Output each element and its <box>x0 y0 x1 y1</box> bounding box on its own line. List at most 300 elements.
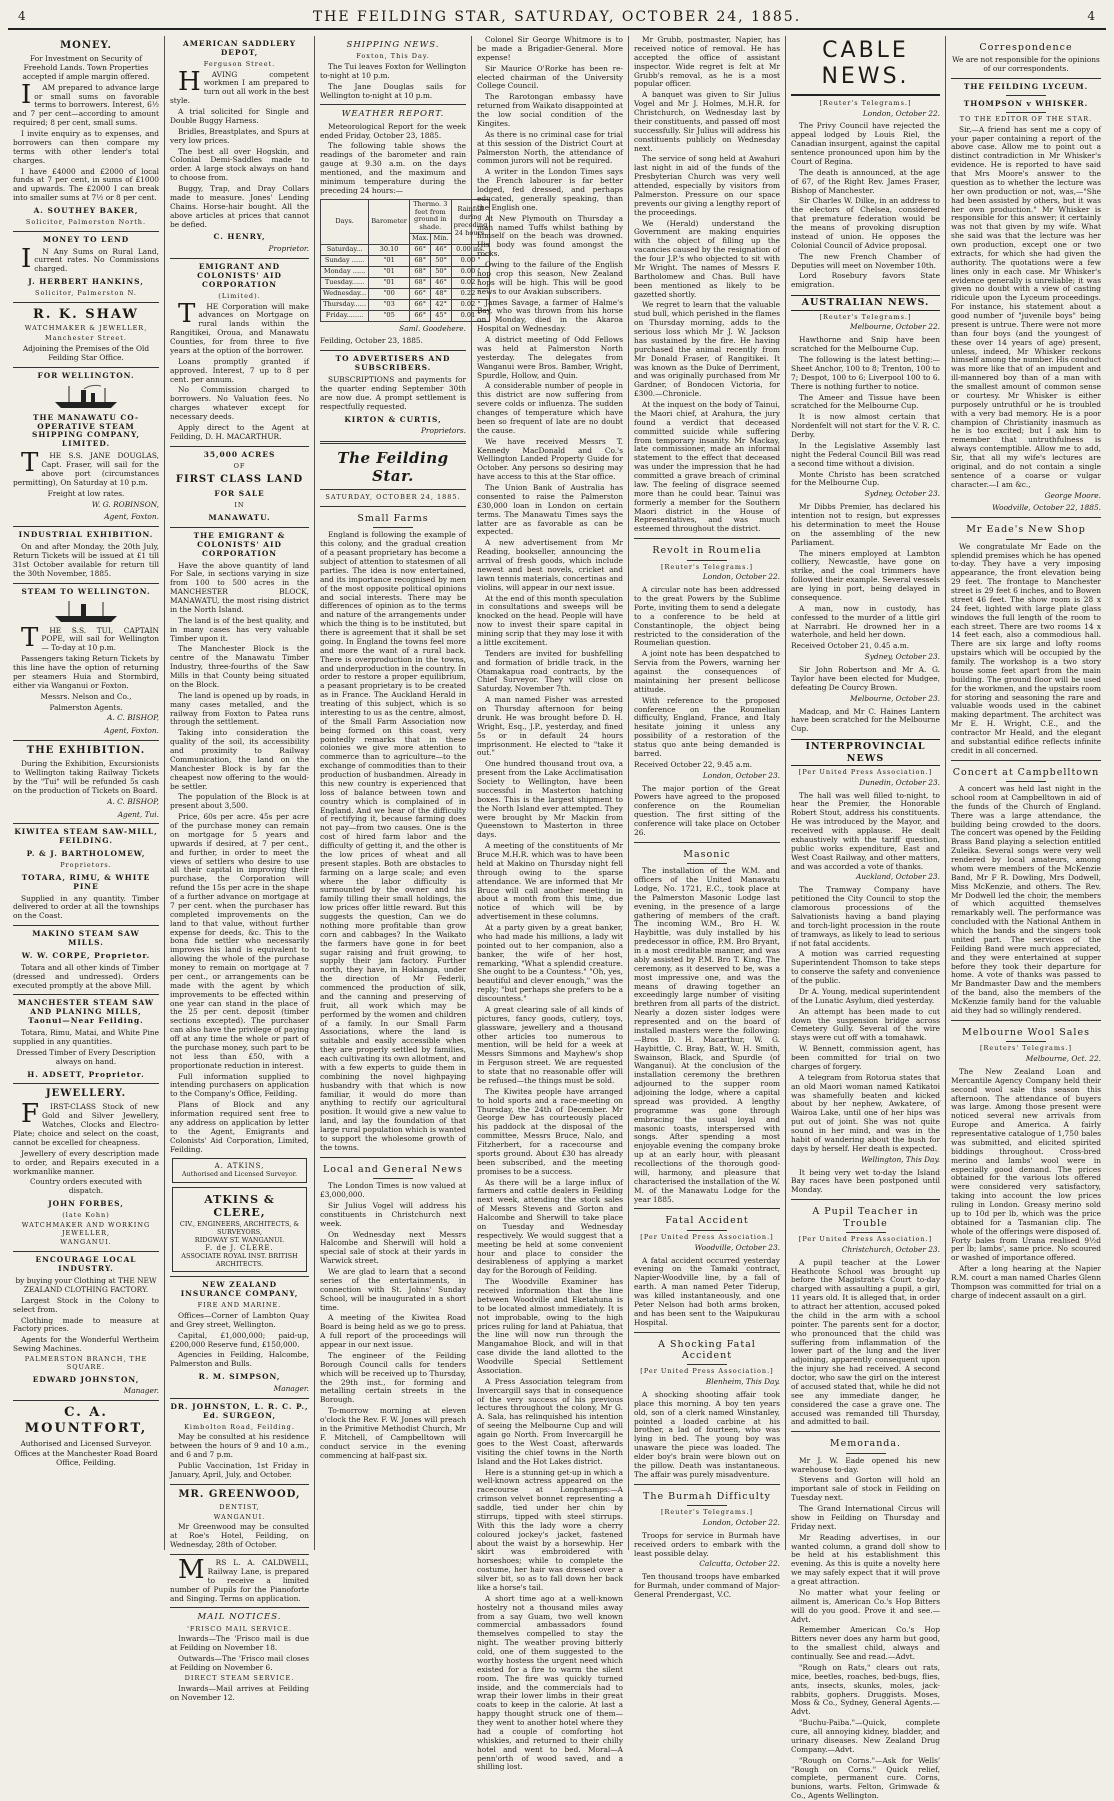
ad-line: A. ATKINS, <box>214 1162 265 1171</box>
column-7 <box>946 36 1106 1550</box>
steam-heading: STEAM TO WELLINGTON. <box>21 586 151 596</box>
advertiser-title: WANGANUI. <box>60 1238 112 1247</box>
mail-heading: MAIL NOTICES. <box>197 1612 282 1623</box>
dateline: Woodville, October 23. <box>694 1242 780 1252</box>
table-header: Days. <box>321 199 369 245</box>
news-item: On Wednesday next Messrs Halcombe and Sherwill will hold a special sale of stock at their yards in Warwick street. <box>320 1229 466 1266</box>
table-row: Monday ...... "01 68° 50° 0.00 " <box>321 267 490 278</box>
advertiser-name: W. W. CORPE, Proprietor. <box>21 950 151 960</box>
saddlery-heading: AMERICAN SADDLERY DEPOT, <box>182 39 296 57</box>
encourage-text: Clothing made to measure at Factory prices. <box>13 1315 159 1334</box>
dateline: Melbourne, October 23. <box>850 693 940 703</box>
dateline: Sydney, October 23. <box>864 489 940 499</box>
manawatu-heading: THE MANAWATU CO-OPERATIVE STEAM SHIPPING COMPANY, LIMITED. <box>32 412 140 449</box>
branch-address: PALMERSTON BRANCH, THE SQUARE. <box>24 1355 148 1371</box>
news-item: The installation of the W.M. and officers of the United Manawatu Lodge, No. 1721, E.C., took place at the Palmerston Masonic Lodge last evening, in the presence of a large gathering of members of the craft. The incoming W.M., Bro H. W. Haybittle, was duly installed by his predecessor in office, P.M. Bro Bryant, in a most creditable manner, and was ably assisted by P.M. Bro T. King. The ceremony, as it deserved to be, was a most impressive one, and was the means of drawing together an exceedingly large number of visiting brethren from all parts of the district. Nearly a dozen sister lodges were represented and on the board of installed masters were the following:—Bros D. H. Macarthur, W. G. Haybittle, C. Bray, Batt, W. H. Smith, Swainson, Black, and Spurdle (of Wanganui). At the conclusion of the installation ceremony the brethren adjourned to the supper room adjoining the lodge, where a capital spread was provided. A lengthy programme was gone through embracing the usual loyal and masonic toasts, interspersed with songs. After spending a most enjoyable evening the company broke up at an early hour, with pleasant recollections of the thorough good-will, harmony, and pleasure that characterised the installation of the W. M. of the Manawatu Lodge for the year 1885. <box>634 866 780 1204</box>
dateline: Calcutta, October 22. <box>699 1559 780 1569</box>
column-2 <box>165 36 315 1702</box>
news-item: A new advertisement from Mr Reading, bookseller, announcing the arrival of fresh goods, which include newest and best novels, cricket and lawn tennis materials, concertinas and violins, will appear in our next issue. <box>477 538 623 592</box>
advertiser-name: J. HERBERT HANKINS, <box>28 277 144 287</box>
news-item: No matter what your feeling or ailment is, American Co.'s Hop Bitters will do you good. Prove it and see.—Advt. <box>791 1587 940 1624</box>
agent-name: W. G. ROBINSON, <box>91 499 159 509</box>
news-item: It being very wet to-day the Island Bay races have been postponed until Monday. <box>791 1167 940 1195</box>
news-item: We congratulate Mr Eade on the splendid premises which he has opened to-day. They have a very imposing appearance, the front elevation being 29 feet. The frontage to Manchester street is 29 feet 6 inches, and to Bowen street 46 feet. The show room is 28 x 24 feet, lighted with large plate glass windows the full length of the room to each street. There are two rooms 14 x 14 feet each, also a commodious hall. There are six large and lofty rooms upstairs which will be occupied by the family. The workshop is a two story house some feet apart from the main building. The ground floor will be used for the workmen, and the upstairs room for storing and seasoning the rare and valuable woods used in the cabinet making department. The architect was Mr E. H. Wright, C.E., and the contractor Mr Heald, and the elegant and substantial edifice reflects infinite credit in all concerned. <box>951 541 1101 755</box>
advertiser-name: C. HENRY, <box>213 232 266 242</box>
divider <box>320 489 466 490</box>
news-item: A writer in the London Times says the French labourer is far better lodged, fed dressed, and perhaps educated, generally speaking, than the English one. <box>477 167 623 212</box>
lyceum-subheading: THOMPSON v WHISKER. <box>963 99 1089 109</box>
source-tag: [Reuter's Telegrams.] <box>660 1508 754 1517</box>
divider <box>170 1484 309 1485</box>
news-item: A circular note has been addressed to the great Powers by the Sublime Porte, inviting them to send a delegate to a conference to be held at Constantinople, the object being restricted to the consideration of the Roumelian question. <box>634 585 780 648</box>
emigrant-text: Apply direct to the Agent at Feilding, D. H. MACARTHUR. <box>170 422 309 441</box>
news-item: A motion was carried requesting Superintendent Thomson to take steps to conserve the safety and convenience of the public. <box>791 949 940 986</box>
divider <box>951 78 1101 79</box>
divider <box>320 441 466 444</box>
saddlery-text: H AVING competent workmen I am prepared to turn out all work in the best style. <box>170 66 310 106</box>
shaw-text: Adjoining the Premises of the Old Feilding Star Office. <box>22 344 150 362</box>
news-item: The following is the latest betting:—Sheet Anchor, 100 to 8; Trenton, 100 to 7; Despot, 100 to 6; Liverpool 100 to 6. There is nothing further to notice. <box>791 355 940 391</box>
news-item: The Privy Council have rejected the appeal lodged by Louis Riel, the Canadian insurgent, against the capital sentence pronounced upon him by the Court of Regina. <box>791 121 940 166</box>
news-item: The miners employed at Lambton colliery, Newcastle, have gone on strike, and the coal trimmers have followed their example. Several vessels are lying in port, being delayed in consequence. <box>791 548 940 602</box>
editorial-heading: Small Farms <box>357 513 429 525</box>
news-item: A short time ago at a well-known hostelry not a thousand miles away from a say Guam, two well known commercial ambassadors found themselves compelled to stay the night. The weather proving bitterly cold, one of them suggested to the worthy hostess the urgent need which existed for a fire to warm the silent room. The fire was quickly turned inside, and the commercials had to wrap their lower limbs in their great coats to keep in the calorie. At last a happy thought struck one of them—they went to another hotel where they had a couple of comforting hot whiskies, and returned to their chilly hotel and went to bed. Moral—A penn'orth of wood saved, and a shilling lost. <box>477 1593 623 1772</box>
dateline: Melbourne, October 22. <box>850 322 940 332</box>
news-item: Mr J. W. Eade opened his new warehouse to-day. <box>791 1455 940 1474</box>
shipping-text: The Tui leaves Foxton for Wellington to-night at 10 p.m. <box>320 61 466 80</box>
dateline: London, October 23. <box>702 770 780 780</box>
agent-title: Palmerston Agents. <box>49 702 123 712</box>
news-item: At the end of this month speculation in consultations and sweeps will be knocked on the head. People will have now to invest their spare capital in mining scrip that they may lose it with a little excitement. <box>477 593 623 647</box>
news-item: In the Legislative Assembly last night the Federal Council Bill was read a second time without a division. <box>791 440 940 468</box>
roumelia-heading: Revolt in Roumelia <box>652 545 762 557</box>
advertiser-name: R. M. SIMPSON, <box>198 1372 281 1382</box>
page-number-left: 4 <box>18 9 27 23</box>
divider <box>951 1020 1101 1021</box>
column-3 <box>315 36 488 1550</box>
saddlery-text: The best all over Hogskin, and Colonial Demi-Saddles made to order. A large stock always on hand to choose from. <box>170 146 309 183</box>
news-item: Madcap, and Mr C. Haines Lantern have been scratched for the Melbourne Cup. <box>791 706 940 734</box>
divider <box>634 1332 780 1333</box>
correspondence-heading: Correspondence <box>979 42 1073 53</box>
interprovincial-heading: INTERPROVINCIAL NEWS <box>791 739 940 766</box>
news-item: We regret to learn that the valuable stud bull, which perished in the flames on Thursday morning, adds to the serious loss which Mr J. W. Jackson has sustained by the fire. He having purchased the animal recently from Mr Donald Fraser, of Rangitikei. It was known as the Duke of Derriment, and was originally purchased from Mr Gardner, of Bondocen Victoria, for £300.—Chronicle. <box>634 300 780 399</box>
divider <box>687 863 727 864</box>
divider <box>13 994 159 995</box>
masonic-heading: Masonic <box>683 848 731 860</box>
exhibition-text: During the Exhibition, Excursionists to Wellington taking Railway Tickets by the "Tui" will be refunded 5s cash on the production of Tickets on Board. <box>13 759 159 795</box>
doctor-heading: DR. JOHNSTON, L. R. C. P., Ed. SURGEON, <box>170 1401 309 1420</box>
insurance-text: Offices—Corner of Lambton Quay and Grey street, Wellington. <box>170 1310 309 1329</box>
news-item: A fatal accident occurred yesterday evening on the Tamaki contract, Napier-Woodville line, by a fall of earth. A man named Peter Tiderup, was killed instantaneously, and one Peter Nelson had both arms broken, and has been sent to the Waipukurau Hospital. <box>634 1255 780 1327</box>
emigrant-text: Full information supplied to intending purchasers on application to the Company's Office, Feilding. <box>170 1071 309 1099</box>
signature: George Moore. <box>1044 490 1101 500</box>
advertiser-title: Proprietor. <box>268 244 309 254</box>
manchester-heading: MANCHESTER STEAM SAW AND PLANING MILLS, Taonui—Near Feilding. <box>17 998 155 1026</box>
news-item: The engineer of the Feilding Borough Council calls for tenders which will be received up to Thursday, the 29th inst., for forming and metalling certain streets in the Borough. <box>320 1350 466 1405</box>
jewellery-heading: JEWELLERY. <box>45 1088 127 1100</box>
saddlery-text: Buggy, Trap, and Dray Collars made to measure. Jones' Lending Chains. Horse-hair bought. All the above articles at prices that cannot be defied. <box>170 184 309 229</box>
news-item: Sir John Robertson and Mr A. G. Taylor have been elected for Mudgee, defeating De Courcy Brown. <box>791 665 940 692</box>
divider <box>373 527 413 528</box>
news-item: Colonel Sir George Whitmore is to be made a Brigadier-General. More expense! <box>477 35 623 62</box>
mountfort-text: Offices at the Manchester Road Board Office, Feilding. <box>14 1449 158 1468</box>
divider <box>687 1364 727 1365</box>
shipping-heading: SHIPPING NEWS. <box>346 40 440 50</box>
divider <box>791 1431 940 1432</box>
agent-title: Agent, Foxton. <box>104 512 159 522</box>
table-row: Saturday... 30.10 66° 46° 0.00 ins. <box>321 245 490 256</box>
news-item: Mr Grubb, postmaster, Napier, has received notice of removal. He has accepted the office of assistant inspector. Wide regret is felt at Mr Grubb's removal, as he is a most popular officer. <box>634 35 780 89</box>
news-item: Troops for service in Burmah have received orders to embark with the least possible delay. <box>634 1530 780 1558</box>
money-text: I AM prepared to advance large or small sums on favorable terms to borrowers. Interest, 6½ and 7 per cent—according to amount required; 8 per cent, small sums. <box>13 79 159 128</box>
fatal-accident-heading: Fatal Accident <box>665 1215 749 1227</box>
jewellery-text: Jewellery of every description made to order, and Repairs executed in a workmanlike manner. <box>13 1148 159 1176</box>
divider <box>634 1208 780 1209</box>
divider <box>13 526 159 527</box>
news-item: Mr Dibbs Premier, has declared his intention not to resign, but expresses his determination to meet the House on the assembling of the new Parliament. <box>791 502 940 547</box>
dateline: Feilding, October 23, 1885. <box>320 336 423 346</box>
manchester-text: Dressed Timber of Every Description always on hand. <box>16 1047 156 1066</box>
makino-text: Totara and all other kinds of Timber (dressed and undressed). Orders executed promptly at the above Mill. <box>13 962 159 990</box>
weather-text: Meteorological Report for the week ended Friday, October 23, 1885. <box>320 121 466 140</box>
makino-heading: MAKINO STEAM SAW MILLS. <box>32 929 140 948</box>
emigrant-text: Plans of Block and any information required sent free to any address on application by letter to the Agent, Emigrants and Colonists' Aid Corporation, Limited, Feilding. <box>170 1100 309 1154</box>
acres-heading: MANAWATU. <box>208 513 271 523</box>
ad-line: Authorised and Licensed Surveyor. <box>181 1169 298 1178</box>
emigrant-text: The Manchester Block is the centre of the Manawatu Timber Industry, three-fourths of the Saw Mills in that County being situated on the Block. <box>170 644 309 689</box>
news-item: A considerable number of people in this district are now suffering from severe colds or influenza. The sudden changes of temperature which have been so frequent of late are no doubt the cause. <box>477 381 623 435</box>
exhibition-text: On and after Monday, the 20th July, Return Tickets will be issued at £1 till 31st October available for return till the 30th November, 1885. <box>13 542 159 578</box>
news-item: At New Plymouth on Thursday a man named Tuffs whilst bathing by himself on the beach was drowned. His body was found amongst the rocks. <box>477 213 623 259</box>
source-tag: [Reuter's Telegrams.] <box>660 562 754 571</box>
steamship-icon <box>51 600 121 624</box>
news-item: The Kiwitea people have arranged to hold sports and a race-meeting on Thursday, the 24th of December. Mr George Dew has courteously placed his paddock at the disposal of the committee, Messrs Bruce, Nalo, and Fitzherbert, for a racecourse and sports ground. About £30 has already been subscribed, and the meeting promises to be a success. <box>477 1086 623 1176</box>
source-tag: [Reuters' Telegrams.] <box>979 1044 1073 1053</box>
news-item: The Tramway Company have petitioned the City Council to stop the clamorous processions of the Salvationists having a band playing and torch-light procession in the route of tramways, as likely to lead to serious if not fatal accidents. <box>791 885 940 948</box>
advertiser-name: EDWARD JOHNSTON, <box>32 1374 140 1384</box>
doctor-address: Kimbolton Road, Feilding. <box>184 1422 295 1431</box>
memoranda-heading: Memoranda. <box>829 1438 902 1450</box>
divider <box>687 560 727 561</box>
news-item: We are glad to learn that a second series of the entertainments, in connection with St. Johns' Sunday School, will be inaugurated in a short time. <box>320 1267 466 1312</box>
news-item: The major portion of the Great Powers have agreed to the proposed conference on the Roumelian question. The first sitting of the conference will take place on October 26. <box>634 783 780 837</box>
news-item: A district meeting of Odd Fellows was held at Palmerston North yesterday. The delegates from Wanganui were Bros. Bamber, Wright, Spurdle, Hollow, and Quin. <box>477 335 623 380</box>
weather-heading: WEATHER REPORT. <box>341 109 445 120</box>
news-item: A meeting of the constituents of Mr Bruce M.H.R. which was to have been held at Makino on Thursday night fell through owing to the sparse attendance. We are informed that Mr Bruce will call another meeting in about a month from this time, due notice of which will be by advertisement in these columns. <box>477 841 623 922</box>
divider <box>320 104 466 105</box>
acres-text: OF <box>233 461 246 470</box>
surveyor-ad <box>172 1158 307 1182</box>
ad-line: CIV., ENGINEERS, ARCHITECTS, & SURVEYORS, <box>179 1220 300 1236</box>
source-tag: [Per United Press Association.] <box>640 1232 774 1241</box>
agent-name: Messrs. Nelson and Co., <box>40 691 132 701</box>
ad-line: RIDGWAY ST. WANGANUI. <box>194 1235 285 1244</box>
dateline: London, October 22. <box>702 1517 780 1527</box>
news-item: Received October 22, 9.45 a.m. <box>634 759 753 769</box>
news-item: With reference to the proposed conference on the Roumelian difficulty, England, France, and Italy hesitate joining it unless any possibility of a restoration of the status quo ante being demanded is barred. <box>634 695 780 758</box>
advertiser-title: Proprietors. <box>420 426 466 436</box>
divider <box>13 823 159 824</box>
news-item: A banquet was given to Sir Julius Vogel and Mr J. Holmes, M.H.R. for Christchurch, on Wednesday last by their constituents, and passed off most successfully. Sir Julius will address his constituents publicly on Wednesday next. <box>634 90 780 153</box>
table-header: Barometer <box>369 199 410 245</box>
agent-title: Agent, Foxton. <box>104 726 159 736</box>
divider <box>170 527 309 528</box>
column-6 <box>786 36 946 1801</box>
masthead <box>8 4 1106 30</box>
encourage-text: Largest Stock in the Colony to select from. <box>13 1295 159 1314</box>
weather-text: The following table shows the readings of the barometer and rain gauge at 9.30 a.m. on the days mentioned, and the maximum and minimum temperature during the preceding 24 hours:— <box>320 141 466 195</box>
news-item: To-morrow morning at eleven o'clock the Rev. F. W. Jones will preach in the Primitive Methodist Church, Mr F. Mitchell, of Campbelltown will conduct service in the evening commencing at half-past six. <box>320 1406 466 1460</box>
advertiser-title: Manager. <box>123 1386 159 1396</box>
dentist-text: Mr Greenwood may be consulted at Roe's Hotel, Feilding, on Wednesday, 28th of October. <box>170 1522 309 1550</box>
emigrant-text: No Commission charged to borrowers. No Valuation fees. No charges whatever except for necessary deeds. <box>170 385 309 422</box>
cable-news-title: CABLE NEWS. <box>791 38 940 96</box>
insurance-text: Agencies in Feilding, Halcombe, Palmerston and Bulls. <box>170 1350 309 1369</box>
dateline: Christchurch, October 23. <box>841 1244 940 1254</box>
table-row: Thursday...... "03 66° 42° 0.02 " <box>321 299 490 310</box>
news-item: It is now almost certain that Nordenfelt will not start for the V. R. C. Derby. <box>791 412 940 440</box>
divider <box>13 740 159 741</box>
table-row: Sunday ...... "01 68° 50° 0.00 " <box>321 256 490 267</box>
mail-text: Inwards—Mail arrives at Feilding on November 12. <box>170 1683 309 1702</box>
lend-heading: MONEY TO LEND <box>42 234 130 244</box>
source-tag: [Reuter's Telegrams.] <box>819 312 912 321</box>
news-item: Dr A. Young, medical superintendent of the Lunatic Asylum, died yesterday. <box>791 986 940 1005</box>
divider <box>634 1484 780 1485</box>
divider <box>13 1251 159 1252</box>
agent-name: A. C. BISHOP, <box>107 796 159 806</box>
dentist-subtitle: DENTIST, <box>219 1502 260 1511</box>
news-item: An attempt has been made to cut down the suspension bridge across Cemetery Gully. Several of the wire stays were cut off with a tomahawk. <box>791 1006 940 1043</box>
weather-table <box>320 199 490 322</box>
news-item: Ten thousand troops have embarked for Burmah, under command of Major-General Prendergast, V.C. <box>634 1572 780 1600</box>
advertiser-title: Solicitor, Palmerston N. <box>35 289 137 298</box>
encourage-heading: ENCOURAGE LOCAL INDUSTRY. <box>35 1255 137 1274</box>
advertiser-title: (late Kohn) <box>62 1211 110 1220</box>
encourage-text: Agents for the Wonderful Wertheim Sewing Machines. <box>13 1335 159 1354</box>
divider <box>170 1398 309 1399</box>
freight-text: Freight at low rates. <box>47 488 125 498</box>
wool-sales-heading: Melbourne Wool Sales <box>962 1026 1090 1038</box>
emigrant-heading: EMIGRANT AND COLONISTS' AID CORPORATION <box>197 262 282 289</box>
totara-heading: TOTARA, RIMU, & WHITE PINE <box>21 872 151 891</box>
table-row: Wednesday... "00 66° 48° 0.22 " <box>321 288 490 299</box>
emigrant-text: The land is of the best quality, and in many cases has very valuable Timber upon it. <box>170 615 309 643</box>
ad-line: ASSOCIATE ROYAL INST. BRITISH ARCHITECTS. <box>181 1251 298 1268</box>
signature: Saml. Goodehere. <box>399 323 466 333</box>
drop-cap: I <box>21 79 32 110</box>
news-item: The service of song held at Awahuri last night in aid of the funds of the Presbyterian Church was very well attended, especially by visitors from Palmerston. Pressure on our space prevents our giving a lengthy report of the proceedings. <box>634 154 780 217</box>
news-item: The Grand International Circus will show in Feilding on Thursday and Friday next. <box>791 1504 940 1531</box>
divider <box>13 231 159 232</box>
news-item: A joint note has been despatched to Servia from the Powers, warning her against the consequences of maintaining her present bellicose attitude. <box>634 649 780 694</box>
advertiser-name: A. SOUTHEY BAKER, <box>33 206 139 215</box>
emigrant-text: T HE Corporation will make advances on Mortgage on rural lands within the Rangitikei, Oroua, and Manawatu Counties, for from three to five years at the option of the borrower. <box>170 298 309 355</box>
exhibition-heading: INDUSTRIAL EXHIBITION. <box>18 530 154 540</box>
burmah-heading: The Burmah Difficulty <box>643 1490 771 1502</box>
news-item: Lord Rosebury favors State emigration. <box>791 271 940 290</box>
drop-cap: T <box>21 448 39 479</box>
news-item: Owing to the failure of the English hop crop this season, New Zealand hops will be high. This will be good news to our Avakian subscribers. <box>477 260 623 296</box>
divider <box>13 1400 159 1401</box>
agent-name: A. C. BISHOP, <box>107 713 159 723</box>
agent-title: Agent, Tui. <box>117 809 159 819</box>
shocking-accident-heading: A Shocking Fatal Accident <box>658 1338 756 1361</box>
news-item: The New Zealand Loan and Mercantile Agency Company held their second wool sale this season this afternoon. The attendance of buyers was large. Among those present were noticed several new arrivals from Europe and America. A fairly representative catalogue of 1,750 bales was submitted, and elicited spirited biddings throughout. Cross-bred merino and lambs' wool were in especially good demand. The prices obtained for the various lots offered were considered very satisfactory, taking into account the low prices ruling in London. Greasy merino sold up to 10d per lb, which was the price obtained for a Tasmanian clip. The whole of the offerings were disposed of. Forty bales from Urana realised 9½d per lb; lambs', same price. No scoured or washed of importance offered. <box>951 1066 1101 1263</box>
jane-text: T HE S.S. JANE DOUGLAS, Capt. Fraser, will sail for the above port (circumstances permitting), On Saturday at 10 p.m. <box>13 448 159 487</box>
news-item: At a party given by a great banker, who had made his millions, a lady wit pointed out to her companion, also a banker, the wife of her host, remarking, "What a splendid creature. She ought to be a Countess." "Oh, yes, beautiful and clever enough," was the reply; "but perhaps she prefers to be a discountess." <box>477 923 623 1003</box>
divider <box>170 1276 309 1277</box>
money-text: I invite enquiry as to expenses, and borrowers can then compare my terms with other lender's total charges. <box>13 129 159 165</box>
news-item: W. Bennett, commission agent, has been committed for trial on two charges of forgery. <box>791 1044 940 1071</box>
emigrant-text: Taking into consideration the quality of the soil, its accessibility and proximity to Railway Communication, the land on the Manchester Block is by far the cheapest now offering to the would-be settler. <box>170 728 309 791</box>
shaw-heading: R. K. SHAW <box>33 306 139 322</box>
divider <box>687 1230 727 1231</box>
saddlery-text: Bridles, Breastplates, and Spurs at very low prices. <box>170 126 309 145</box>
table-header: Thermo. 3 feet from ground in shade. <box>409 199 451 234</box>
shipping-dateline: Foxton, This Day. <box>356 52 430 61</box>
news-item: "Buchu-Paiba."—Quick, complete cure, all annoying kidney, bladder, and urinary diseases. New Zealand Drug Company.—Advt. <box>791 1718 940 1754</box>
letter-text: Sir,—A friend has sent me a copy of your paper containing a report of the above case. Allow me to point out a distinct contradiction in Mr Whisker's evidence. He is reported to have said that Mrs Moore's answer to the question as to whether the lecture was her own production or not, was,—"She had been assisted by others, but it was her own production." Mr Whisker is responsible for this answer; it certainly was not that given by my wife. What she said was that the lecture was her own production, except one or two extracts, for which she had given the authority. The quotations were a few lines only in each case. Mr Whisker's evidence generally is unreliable; it was given no doubt with a view of casting ridicule upon the Lyceum proceedings. For instance, his statement about a good number of "juvenile boys" being present is untrue. There were not more than four boys (and the youngest of these over 14 years of age) present, unless, indeed, Mr Whisker reckons himself among the number. His conduct was more like that of an impudent and ill-mannered boy than of a man with the smallest amount of common sense or courtesy. Mr Whisker is either purposely untruthful or he is troubled with a very bad memory. He is a poor champion of Christianity inasmuch as he is too excited; but I ask him to remember that untruthfulness is always contemptible. Allow me to add, Sir, that all my wife's lectures are original, and do not contain a single sentence of a coarse or vulgar character.—I am &c., <box>951 124 1101 489</box>
news-item: The London Times is now valued at £3,000,000. <box>320 1181 466 1199</box>
news-item: After a long hearing at the Napier R.M. court a man named Charles Glenn Thompson was committed for trial on a charge of indecent assault on a girl. <box>951 1264 1101 1300</box>
news-item: The Rarotongan embassy have returned from Waikato disappointed at the low social condition of the Kingites. <box>477 92 623 128</box>
money-intro: For Investment on Security of Freehold Lands. Town Properties accepted if ample margin offered. <box>22 54 150 81</box>
money-heading: MONEY. <box>60 40 112 51</box>
advertiser-title: Solicitor, Palmerston North. <box>25 217 147 226</box>
divider <box>373 1178 413 1179</box>
paper-title: The Feilding Star. <box>337 449 449 486</box>
mail-subtitle: DIRECT STEAM SERVICE. <box>184 1673 295 1682</box>
mountfort-text: Authorised and Licensed Surveyor. <box>20 1438 152 1448</box>
shaw-address: Manchester Street. <box>45 334 127 343</box>
drop-cap: I <box>21 243 32 274</box>
advertiser-title: Proprietors. <box>60 861 112 870</box>
acres-heading: FOR SALE <box>214 489 265 499</box>
advertiser-name: JOHN FORBES, <box>48 1199 124 1209</box>
news-item: One hundred thousand trout ova, a present from the Lake Acclimatisation Society to Wellington, have been successful in Masterton hatching boxes. This is the largest shipment to the North Island ever attempted. They were brought by Mr Mackin from Queenstown to Masterton in three days. <box>477 759 623 840</box>
divider <box>1006 95 1046 96</box>
dateline: Blenheim, This Day. <box>705 1377 780 1387</box>
pupil-teacher-heading: A Pupil Teacher in Trouble <box>812 1206 919 1229</box>
news-item: A concert was held last night in the school room at Campbelltown in aid of the funds of the Church of England. There was a large attendance, the building being crowded to the doors. The concert was opened by the Feilding Brass Band playing a selection entitled Zuleika. Several songs were very well rendered by local amateurs, among whom were members of the McKenzie Band, Mr F R. Dowling, Mrs Dodwell, Miss McKenzie, and others. The Rev. Mr Dodwell led the choir, the members of which acquitted themselves remarkably well. The performance was concluded with the National Anthem in which the bands and the singers took united part. The services of the Feilding Band were much appreciated, and they were entertained at supper before they took their departure for home. A vote of thanks was passed to Mr Bandmaster Daw and the members of the band, also the members of the McKenzie family band for the valuable aid they had so willingly rendered. <box>951 784 1101 1015</box>
news-item: A shocking shooting affair took place this morning. A boy ten years old, son of a clerk named Winstanley, pointed a loaded carbine at his brother, a lad of fourteen, who was lying in bed. The young boy was unaware the piece was loaded. The elder boy's brain were blown out on the pillow. Death was instantaneous. The affair was purely misadventure. <box>634 1389 780 1479</box>
shaw-subtitle: WATCHMAKER & JEWELLER, <box>24 324 148 333</box>
table-row: Friday........ "05 66° 45° 0.01 " <box>321 310 490 321</box>
news-item: Stevens and Gorton will hold an important sale of stock in Feilding on Tuesday next. <box>791 1475 940 1503</box>
news-item: The new French Chamber of Deputies will meet on November 10th. <box>791 251 940 270</box>
insurance-text: Capital, £1,000,000; paid-up, £200,000 Reserve fund, £150,000. <box>170 1330 309 1349</box>
ad-line: ATKINS & CLERE, <box>204 1192 275 1219</box>
dentist-heading: MR. GREENWOOD, <box>178 1488 301 1500</box>
insurance-heading: NEW ZEALAND INSURANCE COMPANY, <box>180 1280 299 1299</box>
news-item: We have received Messrs T. Kennedy MacDonald and Co.'s Wellington Landed Property Guide for October. Any persons so desiring may have access to this at the Star office. <box>477 436 623 482</box>
news-item: A pupil teacher at the Lower Heathcote School was brought up before the Magistrate's Court to-day charged with assaulting a pupil, a girl, 11 years old. It is alleged that, in order to attract her attention, accused poked the child in the arm with a school pointer. The parents sent for a doctor, who pronounced that the child was suffering from inflammation of the lower part of the lung and the liver adjoining, apparently consequent upon the injury she had received. A second doctor, who saw the girl on the interest of accused stated that, while he did not see any immediate danger, he considered the case a grave one. The accused was remanded till Thursday, and admitted to bail. <box>791 1257 940 1427</box>
divider <box>687 1505 727 1506</box>
advertiser-name: H. ADSETT, Proprietor. <box>27 1069 145 1079</box>
australian-news-heading: AUSTRALIAN NEWS. <box>791 295 940 310</box>
lyceum-heading: THE FEILDING LYCEUM. <box>963 82 1089 92</box>
news-item: The death is announced, at the age of 67, of the Right Rev. James Fraser, Bishop of Manchester. <box>791 167 940 195</box>
drop-cap: M <box>178 1555 205 1586</box>
advertiser-title: WATCHMAKER AND WORKING JEWELLER, <box>21 1220 151 1237</box>
news-item: Tenders are invited for bushfelling and formation of bridle track, in the Otamakapua road contracts, by the Chief Surveyor. They will close on Saturday, November 7th. <box>477 648 623 694</box>
source-tag: [Reuter's Telegrams.] <box>819 98 912 107</box>
advertiser-name: P. & J. BARTHOLOMEW, <box>26 849 146 859</box>
acres-text: IN <box>234 501 245 510</box>
advertisers-heading: TO ADVERTISERS AND SUBSCRIBERS. <box>335 354 451 373</box>
emigrant-heading: THE EMIGRANT & COLONISTS' AID CORPORATION <box>193 530 286 558</box>
emigrant-text: The land is opened up by roads, in many cases metalled, and the railway from Foxton to Patea runs through the settlement. <box>170 690 309 727</box>
news-item: A telegram from Rotorua states that an old Maori woman named Katikatoi was shamefully beaten and kicked about by her nephew, Awkatere, of Wairoa Lake, until one of her hips was put out of joint. She was not quite sound in her mind, and was in the habit of wandering about the bush for days by herself. Her death is expected. <box>791 1072 940 1153</box>
emigrant-text: Loans promptly granted if approved. Interest, 7 up to 8 per cent. per annum. <box>170 356 309 384</box>
acres-heading: FIRST CLASS LAND <box>175 474 304 486</box>
news-item: As there will be a large influx of farmers and cattle dealers in Feilding next week, attending the stock sales of Messrs Stevens and Gorton and Halcombe and Sherwill to take place on Tuesday and Wednesday respectively. We would suggest that a meeting be held at some convenient hour and place to consider the desirableness of applying a market day for the Borough of Feilding. <box>477 1177 623 1276</box>
drop-cap: T <box>21 622 39 653</box>
dateline: Auckland, October 23. <box>855 872 940 882</box>
divider <box>13 302 159 303</box>
acres-heading: 35,000 ACRES <box>203 449 276 459</box>
jewellery-text: F IRST-CLASS Stock of new Gold and Silver Jewellery, Watches, Clocks and Electro-Plate; choice and select on the coast, cannot be excelled for cheapness. <box>13 1099 159 1147</box>
news-item: A great clearing sale of all kinds of pictures, fancy goods, cutlery, toys, glassware, jewellery and a thousand other articles too numerous to mention, will be held for a week at Messrs Simmons and Mayhew's shop in Ferguson street. We are requested to state that no reasonable offer will be refused—the things must be sold. <box>477 1004 623 1085</box>
table-row: Tuesday...... "01 68° 46° 0.02 " <box>321 277 490 288</box>
money-text: I have £4000 and £2000 of local funds at 7 per cent, in sums of £1000 and upwards. The £2000 I can break into smaller sums at 7½ or 8 per cent. <box>13 166 159 203</box>
news-item: "Rough on Rats," clears out rats, mice, beetles, roaches, bed-bugs, flies, ants, insects, skunks, moles, jack-rabbits, gophers. Druggists. Moses, Moss & Co., Sydney, General Agents.—Advt. <box>791 1662 940 1717</box>
manchester-text: Totara, Rimu, Matai, and White Pine supplied in any quantities. <box>13 1028 159 1046</box>
drop-cap: H <box>178 66 201 97</box>
saddlery-text: A trial solicited for Single and Double Buggy Harness. <box>170 107 309 125</box>
news-item: Sir Charles W. Dilke, in an address to the electors of Chelsea, considered that premature federation would be the means of provoking disruption instead of union. He opposes the Colonial Council of Advice proposal. <box>791 196 940 250</box>
news-item: The Union Bank of Australia has consented to raise the Palmerston £30,000 loan in London on certain terms. The Manawatu Times says the latter are as favorable as can be expected. <box>477 483 623 537</box>
news-item: A man, now in custody, has confessed to the murder of a little girl at Narrabri. He drowned her in a waterhole, and held her down. <box>791 603 940 640</box>
caldwell-text: M RS L. A. CALDWELL, Railway Lane, is prepared to receive a limited number of Pupils for the Pianoforte and Singing. Terms on application. <box>170 1555 309 1603</box>
drop-cap: T <box>178 298 196 329</box>
dateline: London, October 22. <box>862 108 940 118</box>
source-tag: [Per United Press Association.] <box>798 767 933 776</box>
tui-text: Passengers taking Return Tickets by this line have the option of returning per steamers Huia and Stormbird, either via Wanganui or Foxton. <box>13 654 159 690</box>
mail-subtitle: 'FRISCO MAIL SERVICE. <box>187 1624 292 1633</box>
news-item: Sir Maurice O'Rorke has been re-elected chairman of the University College Council. <box>477 63 623 91</box>
dateline: Woodville, October 22, 1885. <box>992 503 1101 513</box>
ad-line: F. de J. CLERE. <box>205 1244 274 1253</box>
advertisers-text: SUBSCRIPTIONS and payments for the quarter ending September 30th are now due. A prompt settlement is respectfully requested. <box>320 375 466 411</box>
editorial-text: England is following the example of this colony, and the gradual creation of a peasant proprietary has become a subject of attention to statesmen of all parties. The idea is now entertained, and its importance recognised by men of the most opposite political opinions and social interests. There may be differences of opinion as to the terms and nature of the arrangements under which the thing is to be instituted, but there is agreement that it shall be set going. In England the towns feel more and more the want of a rural back. There is overproduction in the towns, and underproduction in the country. In order to restore a proper equilibrium, a peasant proprietary is to be created as in France. The Auckland Herald in treating of this subject, which is so interesting to us as the centre, almost, of the Small Farm Association now being formed on this coast, very pointedly remarks that in these colonies we give more attention to commerce than to agriculture—to the exchange of commodities than to their production of husbandmen. Already in this new country is experienced that loss of balance between town and country which is complained of in England. And we hear of the difficulty of rectifying it, because farming does not pay—from two causes. One is the cost of hired farm labor and the difficulty of getting it, and the other is the low prices of wheat and all present staples. Both are obstacles to farming on a large scale; and even where the labor difficulty is surmounted by the owner and his family tilling their small holdings, the low prices offer little reward. But this suggests the question, Can we do nothing more profitable than grow corn and cabbages? In the Waikato the farmers have gone in for beet sugar raising and fruit growing, to supply their jam factory. Further north, they have, in Hokianga, under the direction of Mr Federli, commenced the production of silk, and the canning and preserving of fruit, all work which may be performed by the women and children of a family. In our Small Farm Associations, where the land is suitable and easily accessible when they are properly settled by families, each cultivating its own allotment, and with a few experts to guide them in combining the novel highpaying husbandry with that which is now familiar, it would do more than anything to rectify our agricultural position. It would give a new value to land, and lay the foundation of that large rural population which is wanted to support the wholesome growth of the towns. <box>320 530 467 1152</box>
local-news-heading: Local and General News <box>322 1163 464 1175</box>
news-item: Mr Reading advertises, in our wanted column, a grand doll show to be held at his establishment this evening. As this is quite a novelty here we may safely expect that it will prove a great attraction. <box>791 1532 940 1587</box>
divider <box>846 1453 886 1454</box>
saddlery-address: Ferguson Street. <box>203 59 276 68</box>
mountfort-heading: C. A. MOUNTFORT, <box>24 1405 148 1436</box>
news-item: The Woodville Examiner has received information that the line between Woodville and Eketahuna is to be located almost immediately. It is not improbable, owing to the high prices ruling for land at Pahiatua, that the line will now run through the Mangamahoe Block, and will in that case divide the land allotted to the Woodville Special Settlement Association. <box>477 1277 623 1375</box>
divider <box>634 842 780 843</box>
doctor-text: Public Vaccination, 1st Friday in January, April, July, and October. <box>170 1461 309 1479</box>
news-item: The Ameer and Tissue have been scratched for the Melbourne Cup. <box>791 392 940 411</box>
disclaimer-text: We are not responsible for the opinions of our correspondents. <box>952 55 1100 74</box>
divider <box>951 760 1101 761</box>
mail-text: Outwards—The 'Frisco mail closes at Feilding on November 6. <box>170 1654 309 1673</box>
divider <box>1006 781 1046 782</box>
news-item: Here is a stunning get-up in which a well-known actress appeared on the racecourse at Longchamps:—A crimson velvet bonnet representing a saddle, tied under her chin by stirrups, tipped with steel stirrups. With this the lady wore a cherry coloured jockey's jacket, fastened about the waist by a horsewhip. Her skirt was embroidered with horseshoes; while to complete the costume, her hair was dressed over a silver bit, so as to fall down her back like a horse's tail. <box>477 1467 623 1592</box>
doctor-text: May be consulted at his residence between the hours of 9 and 10 a.m., and 6 and 7 p.m. <box>170 1432 309 1460</box>
table-header: Rainfall during preceding 24 hours. <box>451 199 490 245</box>
tui-text: T HE S.S. TUI, CAPTAIN POPE, will sail for Wellington— To-day at 10 p.m. <box>13 627 159 654</box>
news-item: A Press Association telegram from Invercargill says that in consequence of the very success of his previous lectures throughout the colony, Mr G. A. Sala, has relinquished his intention of seeing the Melbourne Cup and will again go North. From Invercargill he goes to the West Coast, afterwards visiting the chief towns in the North Island and the Hot Lakes district. <box>477 1376 623 1466</box>
news-item: A meeting of the Kiwitea Road Board is being held as we go to press. A full report of the proceedings will appear in our next issue. <box>320 1313 466 1349</box>
divider <box>13 1083 159 1084</box>
newspaper-header: THE FEILDING STAR, SATURDAY, OCTOBER 24, 1885. <box>312 9 802 25</box>
dateline: Melbourne, Oct. 22. <box>1025 1054 1101 1064</box>
